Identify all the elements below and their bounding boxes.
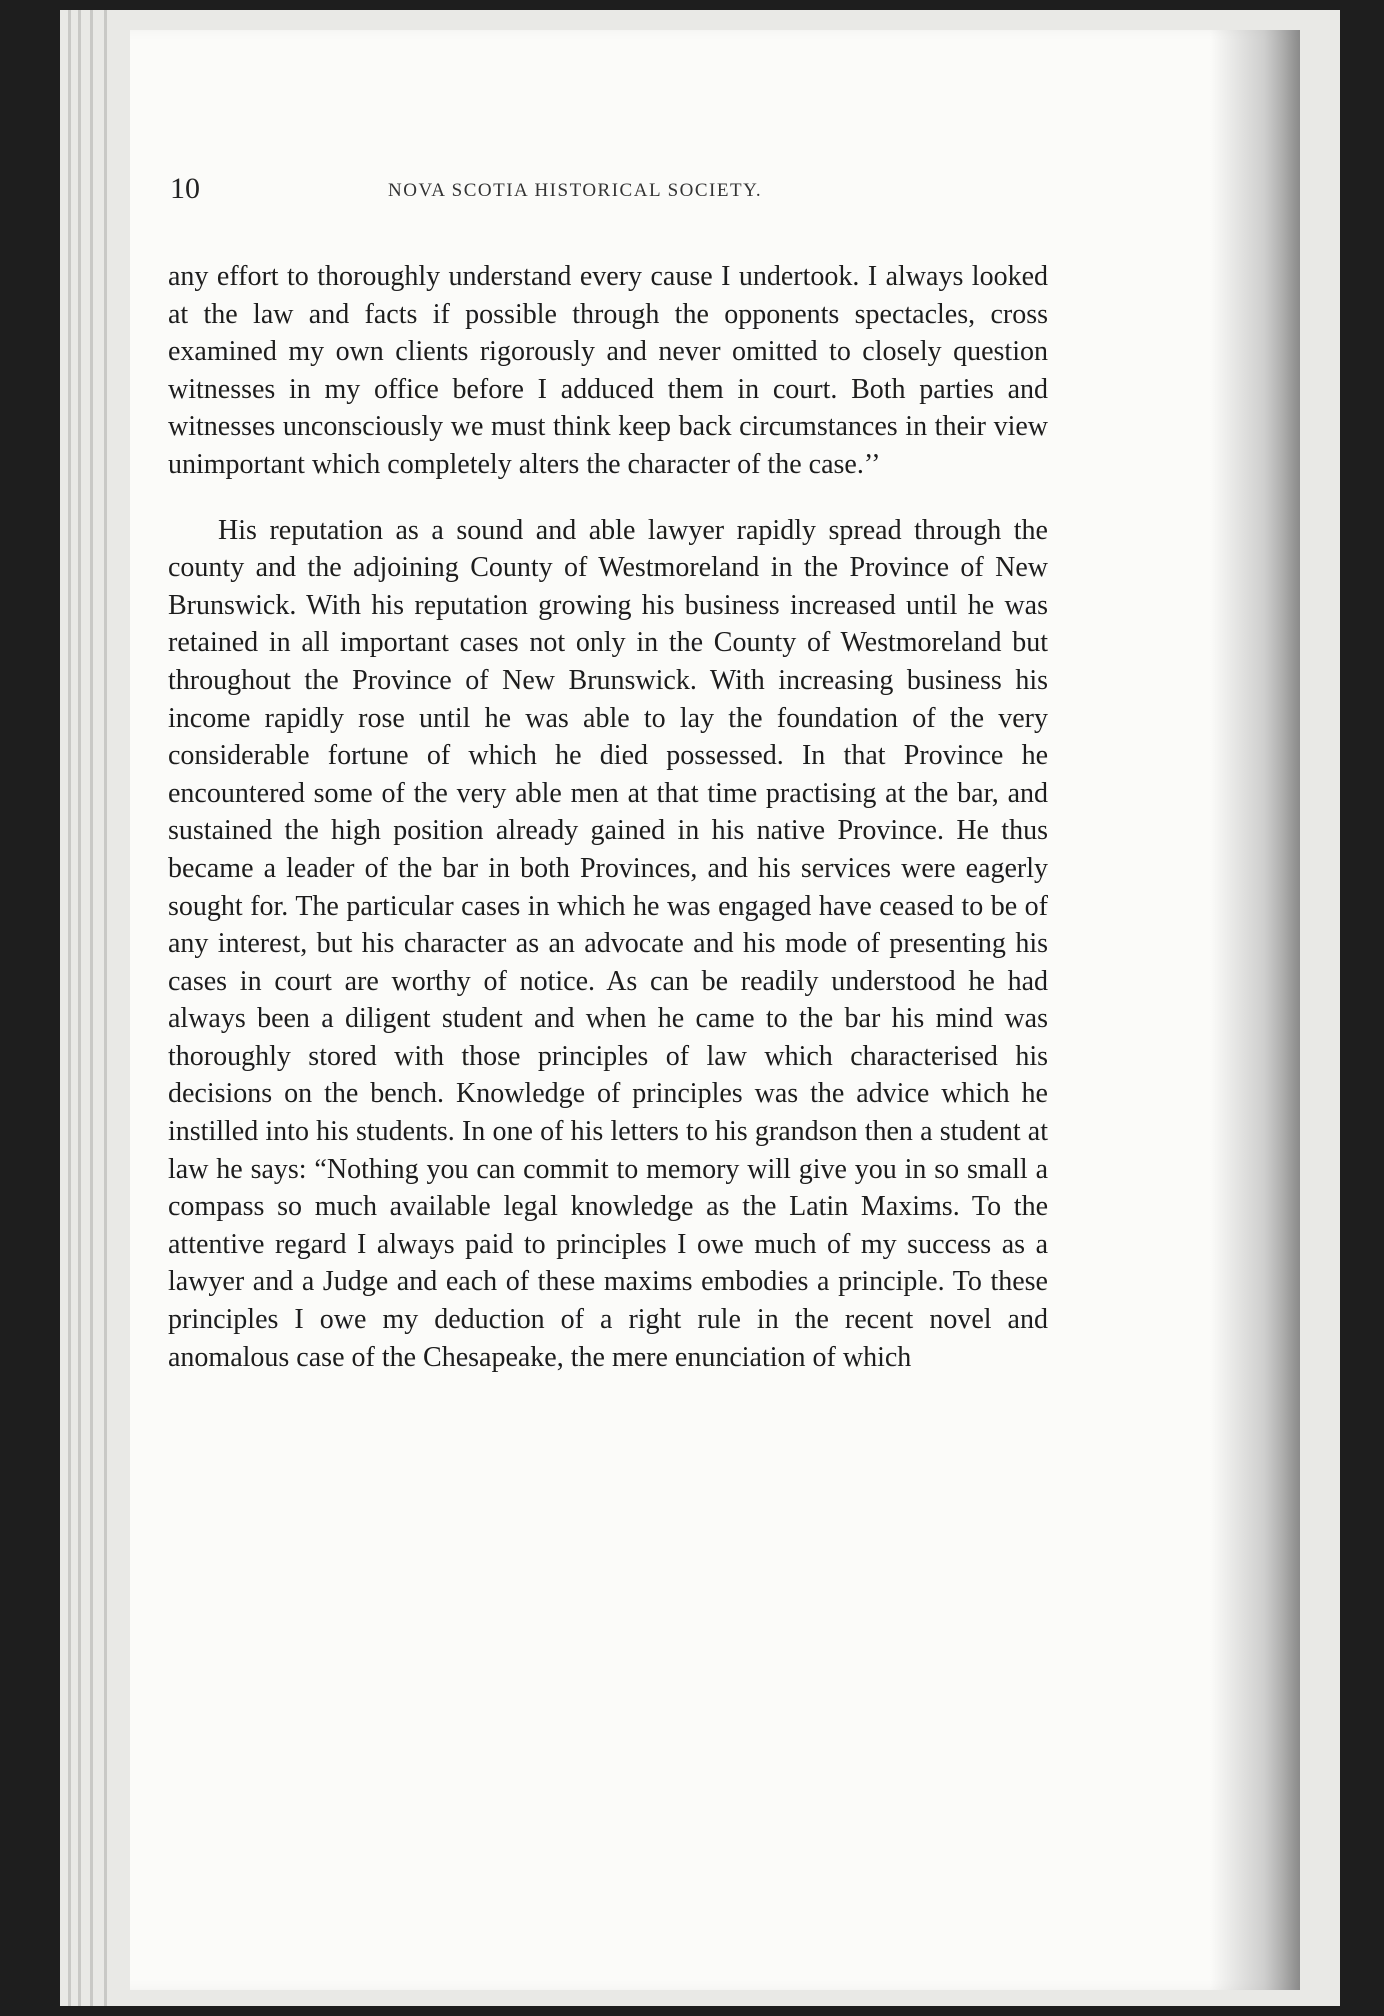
running-head: NOVA SCOTIA HISTORICAL SOCIETY. bbox=[388, 180, 763, 201]
paragraph: His reputation as a sound and able lawyer rapidly spread through the county and the adjoining County of Westmoreland in the Province of New Brunswick. With his reputation growing his business increased until he was retained in all important cases not only in the County of Westmoreland but throughout the Province of New Brunswick. With increasing business his income rapidly rose until he was able to lay the foundation of the very considerable fortune of which he died possessed. In that Province he encountered some of the very able men at that time practising at the bar, and sustained the high position already gained in his native Province. He thus became a leader of the bar in both Provinces, and his services were eagerly sought for. The particular cases in which he was engaged have ceased to be of any interest, but his character as an advocate and his mode of presenting his cases in court are worthy of notice. As can be readily understood he had always been a diligent student and when he came to the bar his mind was thoroughly stored with those principles of law which characterised his decisions on the bench. Knowledge of principles was the advice which he instilled into his students. In one of his letters to his grandson then a student at law he says: “Nothing you can commit to memory will give you in so small a compass so much available legal knowledge as the Latin Maxims. To the attentive regard I always paid to principles I owe much of my success as a lawyer and a Judge and each of these maxims embodies a principle. To these principles I owe my deduction of a right rule in the recent novel and anomalous case of the Chesapeake, the mere enunciation of which bbox=[168, 514, 1048, 1373]
body-text bbox=[168, 258, 1048, 1376]
page-edge bbox=[90, 10, 93, 2006]
page-number: 10 bbox=[170, 172, 200, 205]
page-edge bbox=[68, 10, 71, 2006]
page-edge bbox=[104, 10, 107, 2006]
paragraph: any effort to thoroughly understand every cause I undertook. I always looked at the law and facts if possible through the opponents spectacles, cross examined my own clients rigorously and never omitted to closely question witnesses in my office before I adduced them in court. Both parties and witnesses unconsciously we must think keep back circumstances in their view unimportant which completely alters the character of the case.’’ bbox=[168, 261, 1048, 480]
page-edge bbox=[78, 10, 81, 2006]
page-header bbox=[170, 172, 970, 212]
spine-shadow bbox=[1210, 30, 1300, 1990]
